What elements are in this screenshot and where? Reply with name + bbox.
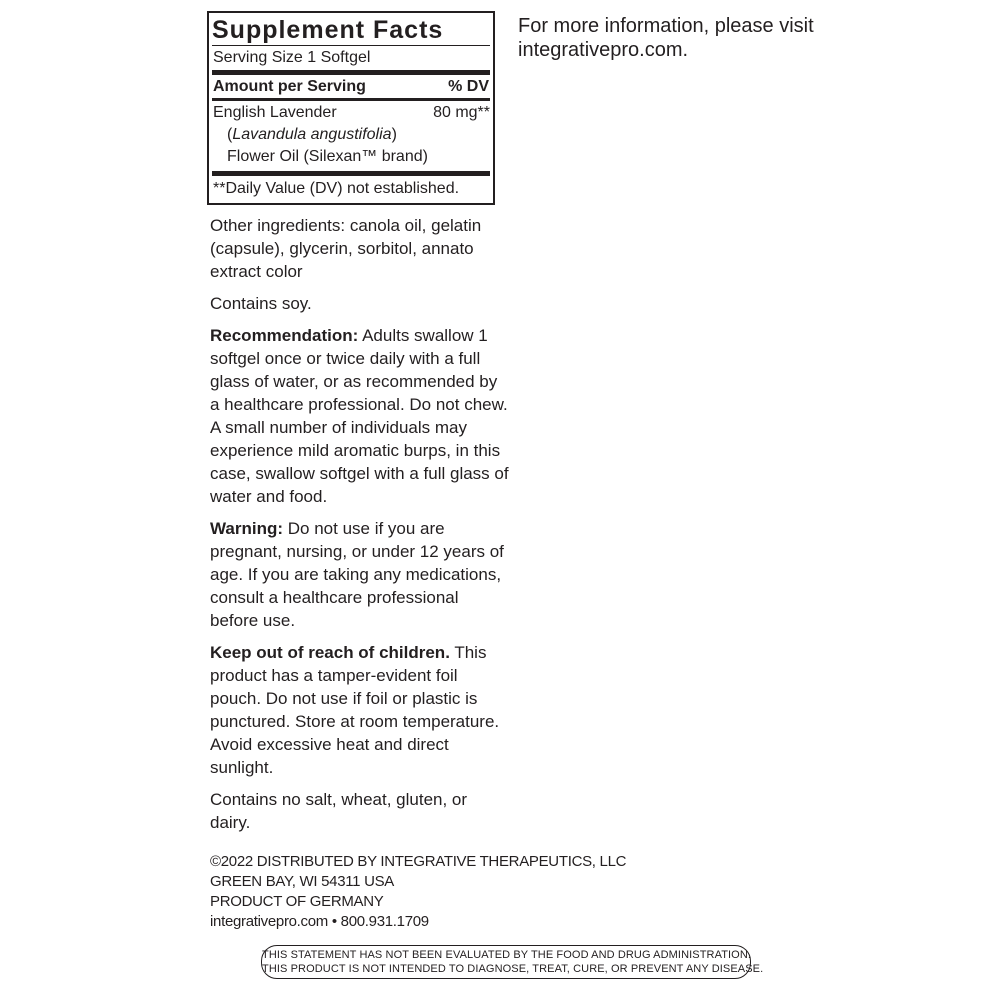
amount-header-row: [212, 75, 490, 101]
ingredient-source: Flower Oil (Silexan™ brand): [227, 148, 428, 165]
more-info-text: For more information, please visit integrativepro.com.: [518, 15, 814, 61]
origin-line: PRODUCT OF GERMANY: [210, 893, 384, 910]
other-ingredients: Other ingredients: canola oil, gelatin (capsule), glycerin, sorbitol, annato extract color: [210, 216, 482, 281]
fda-disclaimer: [261, 945, 764, 979]
keep-out-label: Keep out of reach of children.: [210, 643, 450, 662]
contact-line: integrativepro.com • 800.931.1709: [210, 913, 429, 930]
facts-title: Supplement Facts: [212, 16, 444, 44]
ingredient-name: English Lavender: [213, 104, 337, 121]
disclaimer-line-1: THIS STATEMENT HAS NOT BEEN EVALUATED BY THE FOOD AND DRUG ADMINISTRATION.: [262, 949, 752, 961]
supplement-facts-panel: [207, 11, 495, 205]
ingredient-amount: 80 mg**: [433, 104, 490, 121]
recommendation-text: Adults swallow 1 softgel once or twice daily with a full glass of water, or as recommended by a healthcare professional. Do not chew. A small number of individuals may experience mild aromatic burps, in this case, swallow softgel with a full glass of water and food.: [210, 326, 509, 506]
contains-soy: Contains soy.: [210, 294, 312, 313]
amount-per-serving-label: Amount per Serving: [213, 78, 366, 95]
ingredient-name-block: [213, 102, 428, 168]
disclaimer-line-2: THIS PRODUCT IS NOT INTENDED TO DIAGNOSE, TREAT, CURE, OR PREVENT ANY DISEASE.: [262, 963, 764, 975]
contains-no: Contains no salt, wheat, gluten, or dairy.: [210, 790, 468, 832]
dv-header-label: % DV: [448, 78, 489, 95]
keep-out-paragraph: [210, 641, 510, 779]
ingredient-latin-name: Lavandula angustifolia: [232, 126, 392, 143]
distributor-line: ©2022 DISTRIBUTED BY INTEGRATIVE THERAPEUTICS, LLC: [210, 853, 627, 870]
warning-paragraph: [210, 517, 510, 632]
serving-size: Serving Size 1 Softgel: [212, 45, 490, 75]
latin-close-paren: ): [391, 126, 397, 143]
dv-footnote: **Daily Value (DV) not established.: [213, 180, 460, 197]
recommendation-label: Recommendation:: [210, 326, 359, 345]
warning-text: Do not use if you are pregnant, nursing, or under 12 years of age. If you are taking any medications, consult a healthcare professional before use.: [210, 519, 504, 630]
warning-label: Warning:: [210, 519, 284, 538]
address-line: GREEN BAY, WI 54311 USA: [210, 873, 395, 890]
recommendation-paragraph: [210, 324, 510, 508]
keep-out-text: This product has a tamper-evident foil pouch. Do not use if foil or plastic is punctured. Store at room temperature. Avoid excessive heat and direct sunlight.: [210, 643, 500, 777]
latin-open-paren: (: [227, 126, 233, 143]
ingredient-row: [212, 101, 490, 176]
ingredient-latin-line: [213, 124, 428, 146]
distribution-info: [210, 852, 626, 932]
label-body-text: [210, 214, 510, 843]
